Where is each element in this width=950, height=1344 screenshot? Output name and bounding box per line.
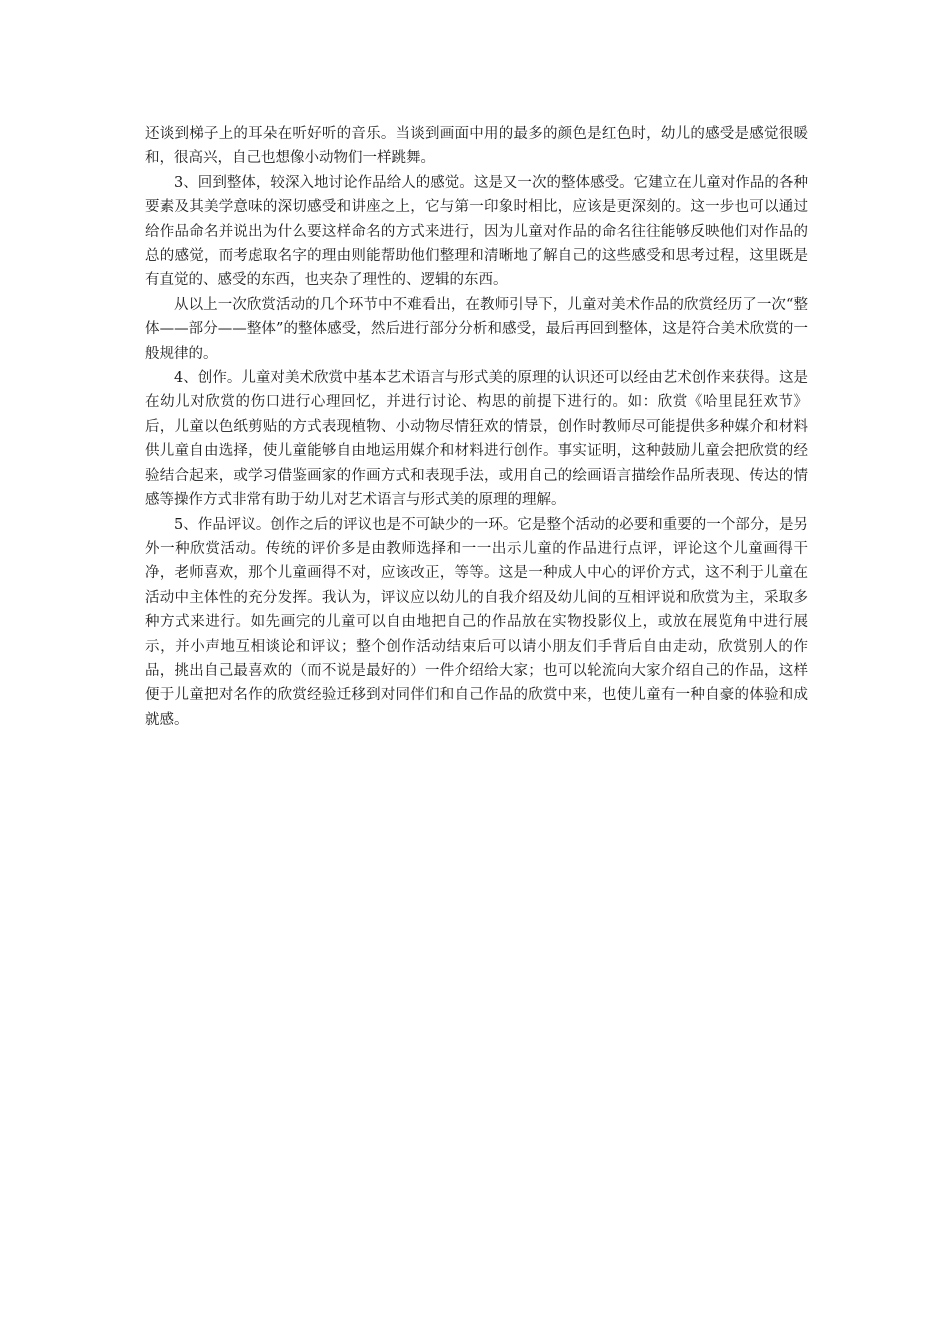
paragraph-section-5: 5、作品评议。创作之后的评议也是不可缺少的一环。它是整个活动的必要和重要的一个部分，是另外一种欣赏活动。传统的评价多是由教师选择和一一出示儿童的作品进行点评，评论这个儿童画得干净，老师喜欢，那个儿童画得不对，应该改正，等等。这是一种成人中心的评价方式，这不利于儿童在活动中主体性的充分发挥。我认为，评议应以幼儿的自我介绍及幼儿间的互相评说和欣赏为主，采取多种方式来进行。如先画完的儿童可以自由地把自己的作品放在实物投影仪上，或放在展览角中进行展示，并小声地互相谈论和评议；整个创作活动结束后可以请小朋友们手背后自由走动，欣赏别人的作品，挑出自己最喜欢的（而不说是最好的）一件介绍给大家；也可以轮流向大家介绍自己的作品，这样便于儿童把对名作的欣赏经验迁移到对同伴们和自己作品的欣赏中来，也使儿童有一种自豪的体验和成就感。 [145, 516, 808, 728]
paragraph-continuation: 还谈到梯子上的耳朵在听好听的音乐。当谈到画面中用的最多的颜色是红色时，幼儿的感受是感觉很暖和，很高兴，自己也想像小动物们一样跳舞。 [145, 126, 808, 167]
paragraph-section-3: 3、回到整体，较深入地讨论作品给人的感觉。这是又一次的整体感受。它建立在儿童对作品的各种要素及其美学意味的深切感受和讲座之上，它与第一印象时相比，应该是更深刻的。这一步也可以通过给作品命名并说出为什么要这样命名的方式来进行，因为儿童对作品的命名往往能够反映他们对作品的总的感觉，而考虑取名字的理由则能帮助他们整理和清晰地了解自己的这些感受和思考过程，这里既是有直觉的、感受的东西，也夹杂了理性的、逻辑的东西。 [145, 174, 808, 289]
paragraph-section-4: 4、创作。儿童对美术欣赏中基本艺术语言与形式美的原理的认识还可以经由艺术创作来获得。这是在幼儿对欣赏的伤口进行心理回忆，并进行讨论、构思的前提下进行的。如：欣赏《哈里昆狂欢节》后，儿童以色纸剪贴的方式表现植物、小动物尽情狂欢的情景，创作时教师尽可能提供多种媒介和材料供儿童自由选择，使儿童能够自由地运用媒介和材料进行创作。事实证明，这种鼓励儿童会把欣赏的经验结合起来，或学习借鉴画家的作画方式和表现手法，或用自己的绘画语言描绘作品所表现、传达的情感等操作方式非常有助于幼儿对艺术语言与形式美的原理的理解。 [145, 370, 808, 509]
document-page [145, 122, 808, 732]
paragraph-summary: 从以上一次欣赏活动的几个环节中不难看出，在教师引导下，儿童对美术作品的欣赏经历了一次“整体——部分——整体”的整体感受，然后进行部分分析和感受，最后再回到整体，这是符合美术欣赏的一般规律的。 [145, 296, 808, 362]
